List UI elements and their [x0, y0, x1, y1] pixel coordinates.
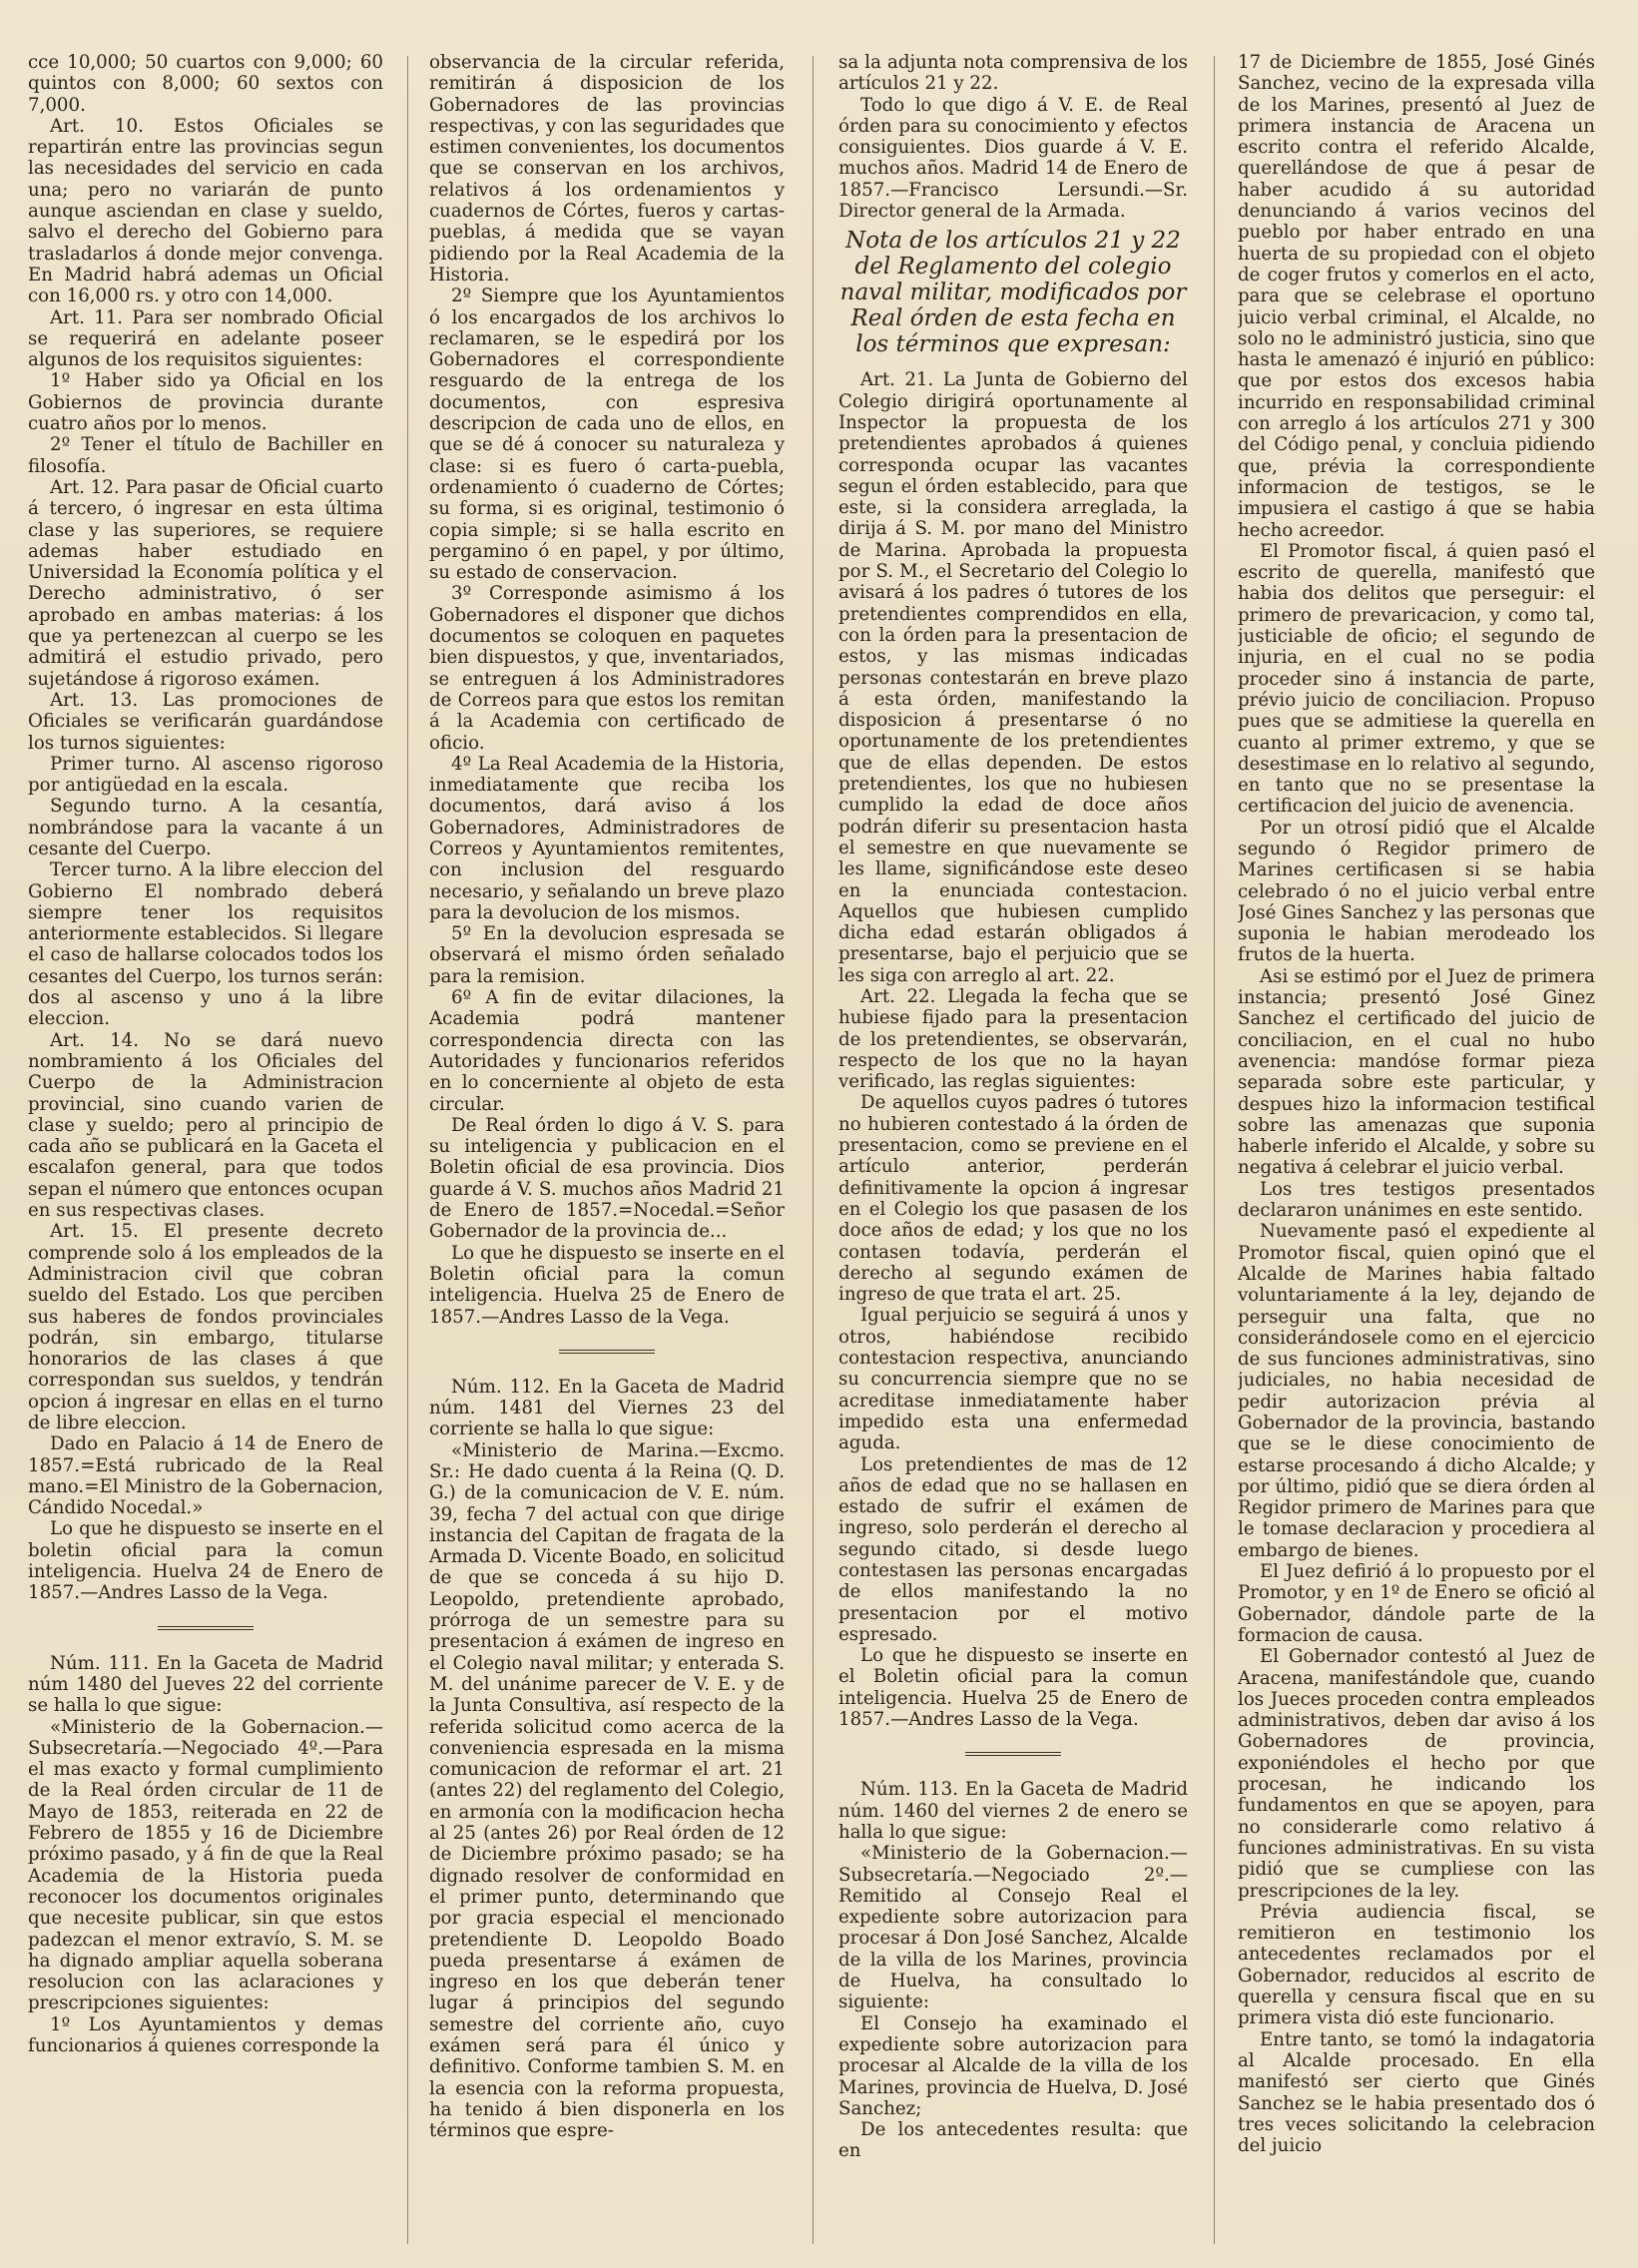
paragraph: Art. 14. No se dará nuevo nombramiento á los Oficiales del Cuerpo de la Administracion provincial, sino cuando varien de clase y sueldo; pero al principio de cada año se publicará en la Gaceta el escalafon general, para que todos sepan el número que entonces ocupan en sus respectivas clases. — [28, 1029, 383, 1222]
column-rule — [1214, 56, 1215, 2244]
paragraph: Lo que he dispuesto se inserte en el Boletin oficial para la comun inteligencia. Huelva 25 de Enero de 1857.—Andres Lasso de la Vega. — [429, 1242, 785, 1328]
column-rule — [813, 56, 814, 2244]
paragraph: Lo que he dispuesto se inserte en el Boletin oficial para la comun inteligencia. Huelva 25 de Enero de 1857.—Andres Lasso de la Vega. — [838, 1645, 1188, 1731]
paragraph: Art. 11. Para ser nombrado Oficial se requerirá en adelante poseer algunos de los requisitos siguientes: — [28, 306, 383, 371]
paragraph: Art. 13. Las promociones de Oficiales se verificarán guardándose los turnos siguientes: — [28, 689, 383, 754]
paragraph: 5º En la devolucion espresada se observará el mismo órden señalado para la remision. — [429, 923, 785, 987]
paragraph: Asi se estimó por el Juez de primera instancia; presentó José Ginez Sanchez el certificado del juicio de conciliacion, en el cual no hubo avenencia: mandóse formar pieza separada sobre este particular, y despues hizo la informacion testifical sobre las amenazas que suponia haberle inferido el Alcalde, y sobre su negativa á celebrar el juicio verbal. — [1238, 965, 1595, 1179]
paragraph: «Ministerio de la Gobernacion.—Subsecretaría.—Negociado 4º.—Para el mas exacto y formal cumplimiento de la Real órden circular de 11 de Mayo de 1853, reiterada en 22 de Febrero de 1855 y 16 de Diciembre próximo pasado, y á fin de que la Real Academia de la Historia pueda reconocer los documentos originales que necesite publicar, sin que estos padezcan el menor extravío, S. M. se ha dignado ampliar aquella soberana resolucion con las aclaraciones y prescripciones siguientes: — [28, 1716, 383, 2014]
paragraph: observancia de la circular referida, remitirán á disposicion de los Gobernadores de las provincias respectivas, y con las seguridades que estimen convenientes, los documentos que se conservan en los archivos, relativos á los ordenamientos y cuadernos de Córtes, fueros y cartas-pueblas, á medida que se vayan pidiendo por la Real Academia de la Historia. — [429, 52, 785, 285]
paragraph: Lo que he dispuesto se inserte en el boletin oficial para la comun inteligencia. Huelva 24 de Enero de 1857.—Andres Lasso de la Vega. — [28, 1518, 383, 1604]
paragraph: De aquellos cuyos padres ó tutores no hubieren contestado á la órden de presentacion, como se previene en el artículo anterior, perderán definitivamente la opcion á ingresar en el Colegio los que pasasen de los doce años de edad; y los que no los contasen todavía, perderán el derecho al segundo exámen de ingreso de que trata el art. 25. — [838, 1092, 1188, 1306]
section-divider — [838, 1747, 1188, 1761]
paragraph: De Real órden lo digo á V. S. para su inteligencia y publicacion en el Boletin oficial de esa provincia. Dios guarde á V. S. muchos años Madrid 21 de Enero de 1857.=Nocedal.=Señor Gobernador de la provincia de... — [429, 1114, 785, 1243]
section-divider — [429, 1345, 785, 1359]
paragraph: Art. 21. La Junta de Gobierno del Colegio dirigirá oportunamente al Inspector la propuesta de los pretendientes aprobados á quienes corresponda ocupar las vacantes segun el órden establecido, para que este, si la considera arreglada, la dirija á S. M. por mano del Ministro de Marina. Aprobada la propuesta por S. M., el Secretario del Colegio lo avisará á los padres ó tutores de los pretendientes comprendidos en ella, con la órden para la presentacion de estos, y las mismas indicadas personas contestarán en breve plazo á esta órden, manifestando la disposicion á presentarse ó no oportunamente de los pretendientes que de ellas dependen. De estos pretendientes, los que no hubiesen cumplido la edad de doce años podrán diferir su presentacion hasta el semestre en que nuevamente se les llame, significándose este deseo en la enunciada contestacion. Aquellos que hubiesen cumplido dicha edad estarán obligados á presentarse, bajo el perjuicio que se les siga con arreglo al art. 22. — [838, 369, 1188, 986]
paragraph: «Ministerio de la Gobernacion.—Subsecretaría.—Negociado 2º.—Remitido al Consejo Real el expediente sobre autorizacion para procesar á Don José Sanchez, Alcalde de la villa de los Marines, provincia de Huelva, ha consultado lo siguiente: — [838, 1843, 1188, 2013]
paragraph: Todo lo que digo á V. E. de Real órden para su conocimiento y efectos consiguientes. Dios guarde á V. E. muchos años. Madrid 14 de Enero de 1857.—Francisco Lersundi.—Sr. Director general de la Armada. — [838, 94, 1188, 223]
column-4 — [1238, 52, 1595, 2256]
paragraph: Art. 15. El presente decreto comprende solo á los empleados de la Administracion civil que cobran sueldo del Estado. Los que perciben sus haberes de fondos provinciales podrán, sin embargo, titularse honorarios de las clases á que correspondan sus sueldos, y tendrán opcion á ingresar en ellas en el turno de libre eleccion. — [28, 1221, 383, 1433]
column-1 — [28, 52, 383, 2256]
paragraph: 1º Haber sido ya Oficial en los Gobiernos de provincia durante cuatro años por lo menos. — [28, 370, 383, 435]
column-2 — [429, 52, 785, 2256]
paragraph: Art. 10. Estos Oficiales se repartirán entre las provincias segun las necesidades del servicio en cada una; pero no variarán de punto aunque asciendan en clase y sueldo, salvo el derecho del Gobierno para trasladarlos á donde mejor convenga. En Madrid habrá ademas un Oficial con 16,000 rs. y otro con 14,000. — [28, 115, 383, 307]
paragraph: Nuevamente pasó el expediente al Promotor fiscal, quien opinó que el Alcalde de Marines habia faltado voluntariamente á la ley, dejando de perseguir una falta, que no considerándosele como en el ejercicio de sus funciones administrativas, sino judiciales, no habia necesidad de pedir autorizacion prévia al Gobernador de la provincia, bastando que se le diese conocimiento de estarse procesando á dicho Alcalde; y por último, pidió que se diera órden al Regidor primero de Marines para que le tomase declaracion y procediera al embargo de bienes. — [1238, 1221, 1595, 1561]
paragraph: El Juez defirió á lo propuesto por el Promotor, y en 1º de Enero se ofició al Gobernador, dándole parte de la formacion de causa. — [1238, 1561, 1595, 1646]
paragraph: Núm. 113. En la Gaceta de Madrid núm. 1460 del viernes 2 de enero se halla lo que sigue: — [838, 1779, 1188, 1843]
paragraph: Primer turno. Al ascenso rigoroso por antigüedad en la escala. — [28, 753, 383, 797]
paragraph: Art. 12. Para pasar de Oficial cuarto á tercero, ó ingresar en esta última clase y las superiores, se requiere ademas haber estudiado en Universidad la Economía política y el Derecho administrativo, ó ser aprobado en ambas materias: á los que ya pertenezcan al cuerpo se les admitirá el estudio privado, pero sujetándose á rigoroso exámen. — [28, 476, 383, 690]
paragraph: El Consejo ha examinado el expediente sobre autorizacion para procesar al Alcalde de la villa de los Marines, provincia de Huelva, D. José Sanchez; — [838, 2012, 1188, 2119]
paragraph: Los tres testigos presentados declararon unánimes en este sentido. — [1238, 1178, 1595, 1222]
paragraph: 4º La Real Academia de la Historia, inmediatamente que reciba los documentos, dará aviso á los Gobernadores, Administradores de Correos y Ayuntamientos remitentes, con inclusion del resguardo necesario, y señalando un breve plazo para la devolucion de los mismos. — [429, 753, 785, 923]
paragraph: 3º Corresponde asimismo á los Gobernadores el disponer que dichos documentos se coloquen en paquetes bien dispuestos, y que, inventariados, se entreguen á los Administradores de Correos para que estos los remitan á la Academia con certificado de oficio. — [429, 583, 785, 754]
paragraph: 2º Tener el título de Bachiller en filosofía. — [28, 434, 383, 477]
paragraph: De los antecedentes resulta: que en — [838, 2119, 1188, 2162]
paragraph: El Gobernador contestó al Juez de Aracena, manifestándole que, cuando los Jueces proceden contra empleados administrativos, deben dar aviso á los Gobernadores de provincia, exponiéndoles el hecho por que procesan, he indicando los fundamentos en que se apoyen, para no considerarle como relativo á funciones administrativas. En su vista pidió que se cumpliese con las prescripciones de la ley. — [1238, 1646, 1595, 1902]
paragraph: Núm. 111. En la Gaceta de Madrid núm 1480 del Jueves 22 del corriente se halla lo que sigue: — [28, 1652, 383, 1717]
paragraph: Tercer turno. A la libre eleccion del Gobierno El nombrado deberá siempre tener los requisitos anteriormente establecidos. Si llegare el caso de hallarse colocados todos los cesantes del Cuerpo, los turnos serán: dos al ascenso y uno á la libre eleccion. — [28, 859, 383, 1030]
paragraph: Art. 22. Llegada la fecha que se hubiese fijado para la presentacion de los pretendientes, se observarán, respecto de los que no la hayan verificado, las reglas siguientes: — [838, 985, 1188, 1093]
paragraph: Los pretendientes de mas de 12 años de edad que no se hallasen en estado de sufrir el exámen de ingreso, solo perderán el derecho al segundo citado, si desde luego contestasen las personas encargadas de ellos manifestando la no presentacion por el motivo espresado. — [838, 1453, 1188, 1645]
paragraph: 17 de Diciembre de 1855, José Ginés Sanchez, vecino de la expresada villa de los Marines, presentó al Juez de primera instancia de Aracena un escrito contra el referido Alcalde, querellándose de que á pesar de haber acudido á su autoridad denunciando á varios vecinos del pueblo por haber entrado en una huerta de su propiedad con el objeto de coger frutos y comerlos en el acto, para que se celebrase el oportuno juicio verbal criminal, el Alcalde, no solo no le administró justicia, sino que hasta le amenazó é injurió en público: que por estos dos excesos habia incurrido en responsabilidad criminal con arreglo á los artículos 271 y 300 del Código penal, y concluia pidiendo que, prévia la correspondiente informacion de testigos, se le impusiera el castigo á que se habia hecho acreedor. — [1238, 52, 1595, 541]
paragraph: 2º Siempre que los Ayuntamientos ó los encargados de los archivos lo reclamaren, se le espedirá por los Gobernadores el correspondiente resguardo de la entrega de los documentos, con espresiva descripcion de cada uno de ellos, en que se dé á conocer su naturaleza y clase: si es fuero ó carta-puebla, ordenamiento ó cuaderno de Córtes; su forma, si es original, testimonio ó copia simple; si se halla escrito en pergamino ó en papel, y por último, su estado de conservacion. — [429, 285, 785, 584]
paragraph: Entre tanto, se tomó la indagatoria al Alcalde procesado. En ella manifestó ser cierto que Ginés Sanchez se le habia presentado dos ó tres veces solicitando la celebracion del juicio — [1238, 2028, 1595, 2157]
paragraph: El Promotor fiscal, á quien pasó el escrito de querella, manifestó que habia dos delitos que perseguir: el primero de prevaricacion, y como tal, justiciable de oficio; el segundo de injuria, en el cual no se podia proceder sino á instancia de parte, prévio juicio de conciliacion. Propuso pues que se admitiese la querella en cuanto al primer extremo, y que se desestimase en lo relativo al segundo, en tanto que no se presentase la certificacion del juicio de avenencia. — [1238, 540, 1595, 818]
paragraph: 6º A fin de evitar dilaciones, la Academia podrá mantener correspondencia directa con las Autoridades y funcionarios referidos en lo concerniente al objeto de esta circular. — [429, 987, 785, 1115]
paragraph: Segundo turno. A la cesantía, nombrándose para la vacante á un cesante del Cuerpo. — [28, 796, 383, 859]
paragraph: «Ministerio de Marina.—Excmo. Sr.: He dado cuenta á la Reina (Q. D. G.) de la comunicacion de V. E. núm. 39, fecha 7 del actual con que dirige instancia del Capitan de fragata de la Armada D. Vicente Boado, en solicitud de que se conceda á su hijo D. Leopoldo, pretendiente aprobado, prórroga de un semestre para su presentacion á exámen de ingreso en el Colegio naval militar; y enterada S. M. del unánime parecer de V. E. y de la Junta Consultiva, así respecto de la referida solicitud como acerca de la conveniencia espresada en la misma comunicacion de reformar el art. 21 (antes 22) del reglamento del Colegio, en armonía con la modificacion hecha al 25 (antes 26) por Real órden de 12 de Diciembre próximo pasado; se ha dignado resolver de conformidad en el primer punto, determinando que por gracia especial el mencionado pretendiente D. Leopoldo Boado pueda presentarse á exámen de ingreso en los que deberán tener lugar á principios del segundo semestre del corriente año, cuyo exámen será para él único y definitivo. Conforme tambien S. M. en la esencia con la reforma propuesta, ha tenido á bien disponerla en los términos que espre- — [429, 1439, 785, 2142]
section-heading: Nota de los artículos 21 y 22 del Reglamento del colegio naval militar, modificados por Real órden de esta fecha en los términos que expresan: — [839, 228, 1187, 358]
paragraph: cce 10,000; 50 cuartos con 9,000; 60 quintos con 8,000; 60 sextos con 7,000. — [28, 52, 383, 116]
paragraph: 1º Los Ayuntamientos y demas funcionarios á quienes corresponde la — [28, 2013, 383, 2057]
column-rule — [407, 56, 408, 2244]
paragraph: Igual perjuicio se seguirá á unos y otros, habiéndose recibido contestacion respectiva, anunciando su concurrencia siempre que no se acreditase inmediatamente haber impedido esta una enfermedad aguda. — [838, 1305, 1188, 1454]
paragraph: Prévia audiencia fiscal, se remitieron en testimonio los antecedentes reclamados por el Gobernador, reducidos al escrito de querella y censura fiscal que en su primera vista dió este funcionario. — [1238, 1901, 1595, 2029]
section-divider — [28, 1621, 383, 1635]
paragraph: sa la adjunta nota comprensiva de los artículos 21 y 22. — [838, 52, 1188, 95]
paragraph: Por un otrosí pidió que el Alcalde segundo ó Regidor primero de Marines certificasen si se habia celebrado ó no el juicio verbal entre José Gines Sanchez y las personas que suponia le habian merodeado los frutos de la huerta. — [1238, 817, 1595, 966]
paragraph: Núm. 112. En la Gaceta de Madrid núm. 1481 del Viernes 23 del corriente se halla lo que sigue: — [429, 1376, 785, 1440]
paragraph: Dado en Palacio á 14 de Enero de 1857.=Está rubricado de la Real mano.=El Ministro de la Gobernacion, Cándido Nocedal.» — [28, 1433, 383, 1519]
column-3 — [838, 52, 1188, 2256]
